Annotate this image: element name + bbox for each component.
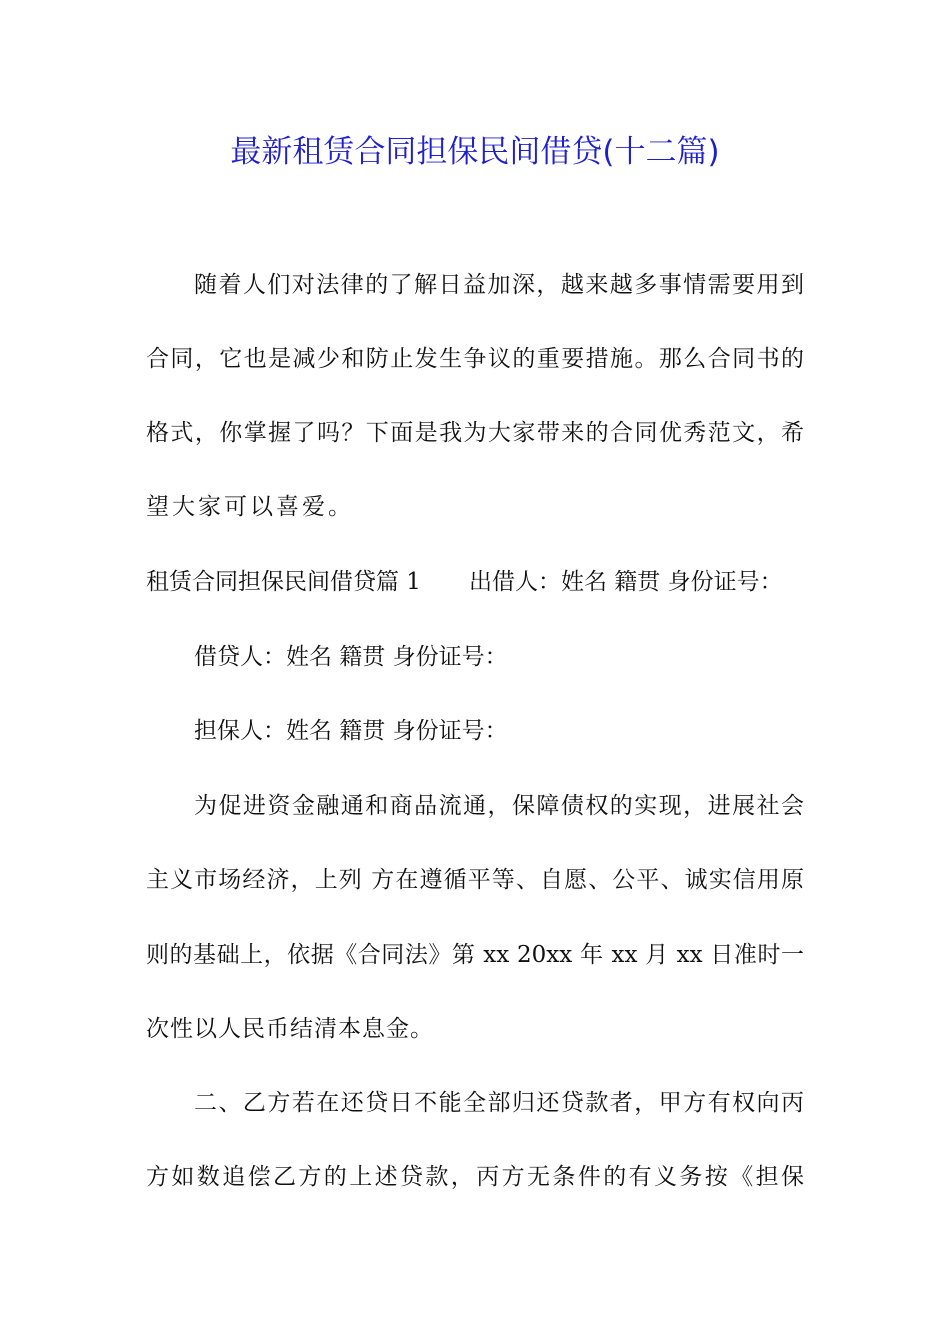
guarantor-line: 担保人：姓名 籍贯 身份证号： [194, 718, 508, 744]
lender-line: 出借人：姓名 籍贯 身份证号： [468, 569, 783, 595]
borrower-line: 借贷人：姓名 籍贯 身份证号： [194, 644, 508, 670]
intro-line-4: 望大家可以喜爱。 [146, 494, 354, 520]
clause2-line-2: 方如数追偿乙方的上述贷款，丙方无条件的有义务按《担保 [146, 1164, 804, 1190]
purpose-line-1: 为促进资金融通和商品流通，保障债权的实现，进展社会 [194, 793, 804, 819]
purpose-line-2: 主义市场经济，上列 方在遵循平等、自愿、公平、诚实信用原 [146, 867, 804, 893]
clause2-line-1: 二、乙方若在还贷日不能全部归还贷款者，甲方有权向丙 [194, 1090, 804, 1116]
intro-line-1: 随着人们对法律的了解日益加深，越来越多事情需要用到 [194, 272, 804, 298]
intro-line-2: 合同，它也是减少和防止发生争议的重要措施。那么合同书的 [146, 346, 804, 372]
section-heading: 租赁合同担保民间借贷篇 1 [146, 569, 421, 595]
document-title: 最新租赁合同担保民间借贷(十二篇) [230, 134, 720, 170]
purpose-line-4: 次性以人民币结清本息金。 [146, 1016, 434, 1042]
intro-line-3: 格式，你掌握了吗？下面是我为大家带来的合同优秀范文，希 [146, 420, 804, 446]
purpose-line-3: 则的基础上，依据《合同法》第 xx 20xx 年 xx 月 xx 日准时一 [146, 942, 804, 968]
section-heading-line [146, 567, 783, 597]
